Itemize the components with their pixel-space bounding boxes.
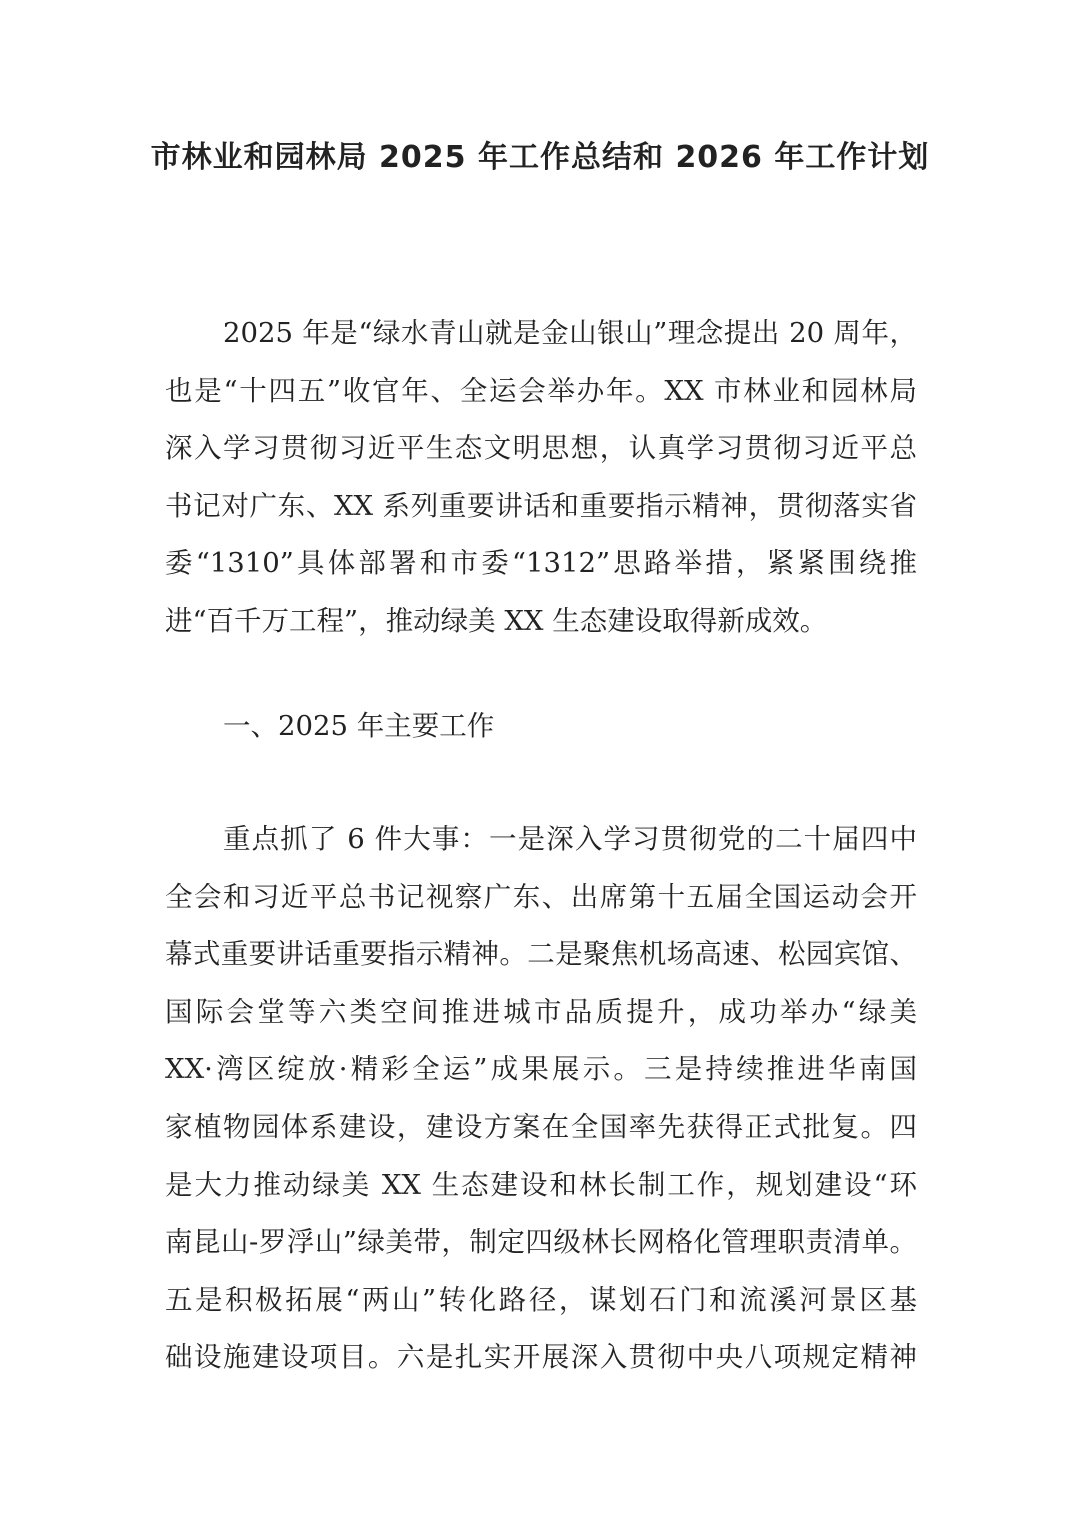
section-line: 家植物园体系建设，建设方案在全国率先获得正式批复。四 <box>165 1110 917 1143</box>
section-line: 幕式重要讲话重要指示精神。二是聚焦机场高速、松园宾馆、 <box>165 938 917 971</box>
section-line: 国际会堂等六类空间推进城市品质提升，成功举办“绿美 <box>165 995 917 1028</box>
section-line: 重点抓了 6 件大事：一是深入学习贯彻党的二十届四中 <box>223 823 917 855</box>
intro-line: 进“百千万工程”，推动绿美 XX 生态建设取得新成效。 <box>165 604 828 637</box>
section-line: 全会和习近平总书记视察广东、出席第十五届全国运动会开 <box>165 880 917 913</box>
section-line: 础设施建设项目。六是扎实开展深入贯彻中央八项规定精神 <box>165 1341 917 1374</box>
section-line: 南昆山-罗浮山”绿美带，制定四级林长网格化管理职责清单。 <box>165 1226 917 1259</box>
intro-line: 深入学习贯彻习近平生态文明思想，认真学习贯彻习近平总 <box>165 432 917 465</box>
section-line: 五是积极拓展“两山”转化路径，谋划石门和流溪河景区基 <box>165 1283 917 1316</box>
section-line: XX·湾区绽放·精彩全运”成果展示。三是持续推进华南国 <box>165 1053 917 1086</box>
section-line: 是大力推动绿美 XX 生态建设和林长制工作，规划建设“环 <box>165 1168 917 1201</box>
section-heading: 一、2025 年主要工作 <box>223 710 495 742</box>
intro-paragraph <box>165 305 917 651</box>
document-title: 市林业和园林局 2025 年工作总结和 2026 年工作计划 <box>150 140 930 175</box>
section-paragraph <box>165 811 917 1387</box>
intro-line: 也是“十四五”收官年、全运会举办年。XX 市林业和园林局 <box>165 374 917 407</box>
intro-line: 委“1310”具体部署和市委“1312”思路举措，紧紧围绕推 <box>165 547 917 580</box>
intro-line: 2025 年是“绿水青山就是金山银山”理念提出 20 周年， <box>223 317 917 349</box>
intro-line: 书记对广东、XX 系列重要讲话和重要指示精神，贯彻落实省 <box>165 489 917 522</box>
